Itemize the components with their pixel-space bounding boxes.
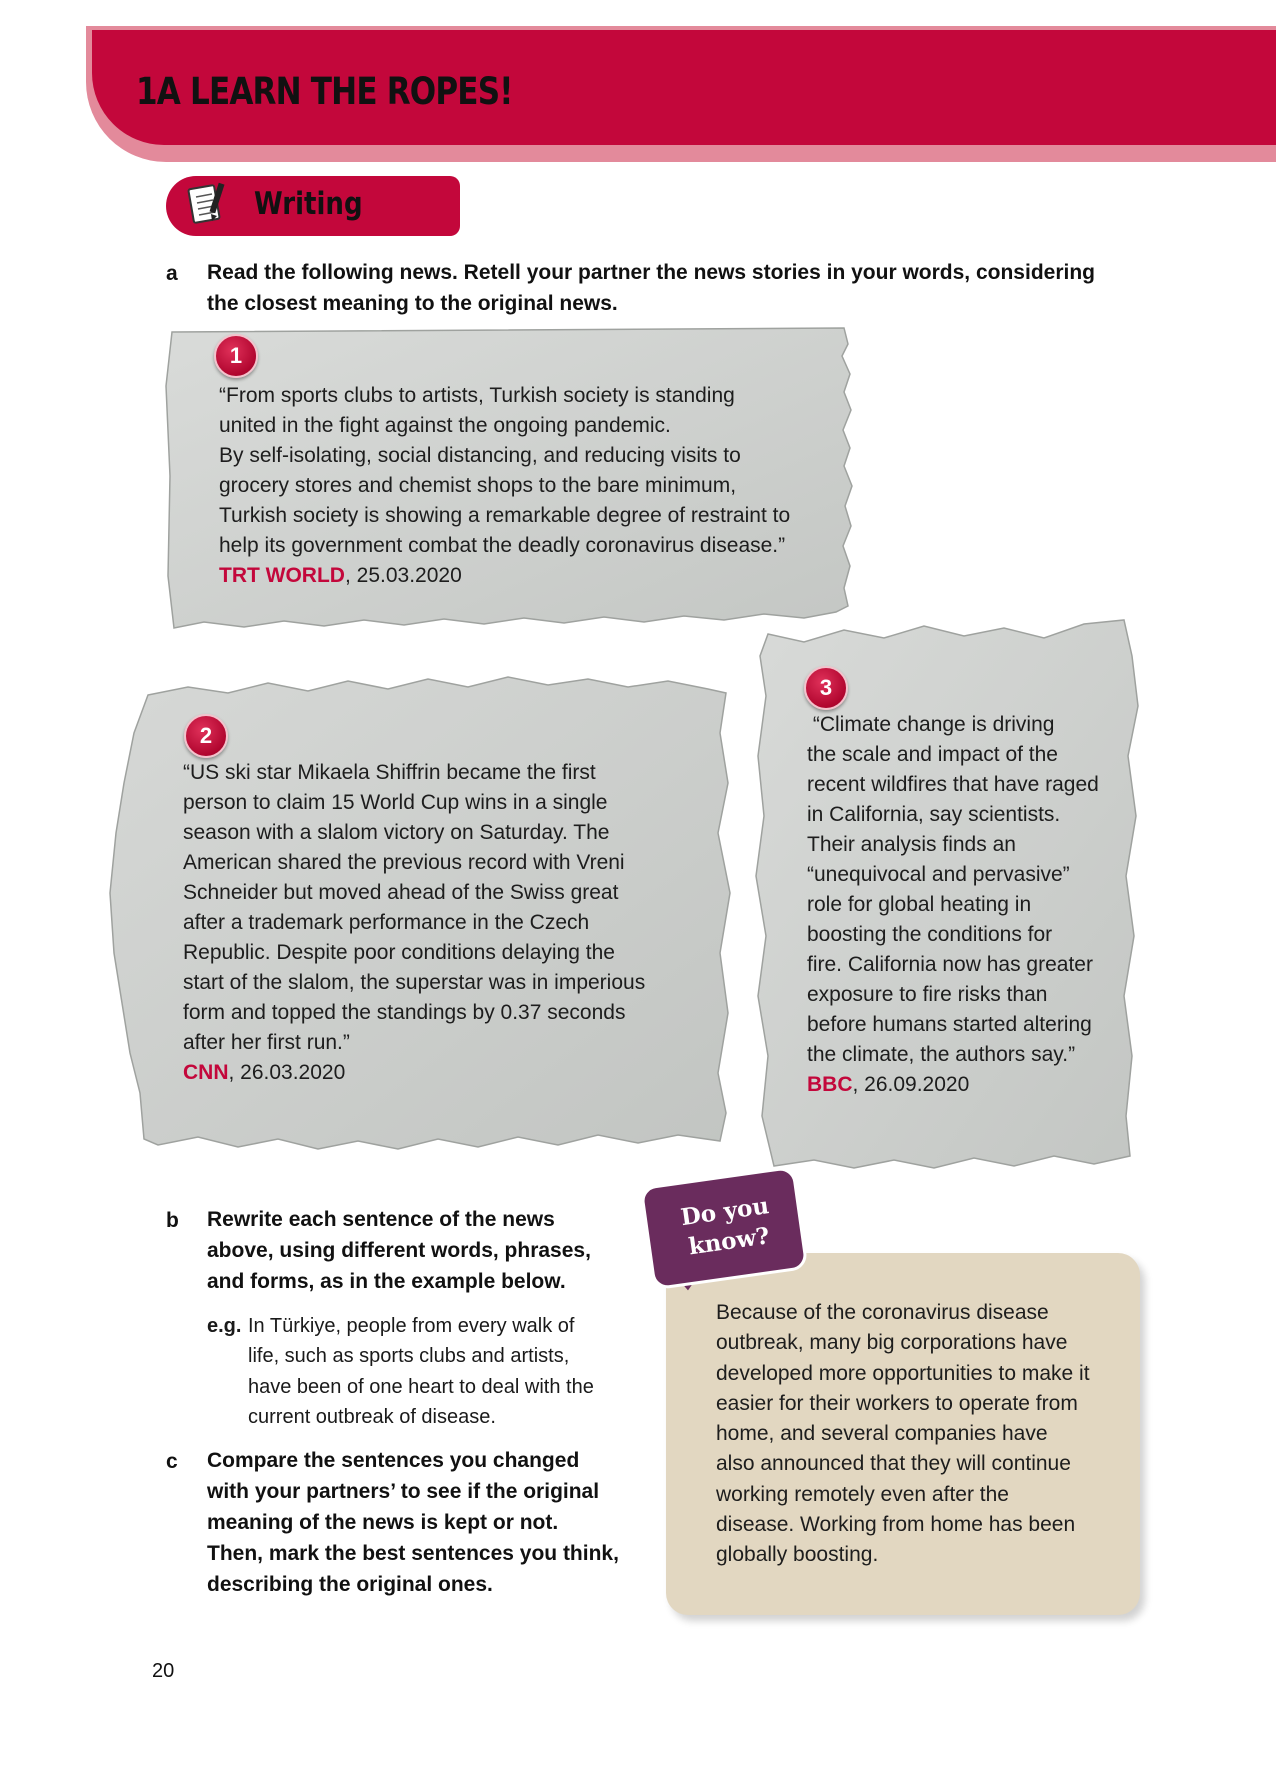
task-a-line: the closest meaning to the original news. — [207, 292, 618, 315]
news-line: recent wildfires that have raged — [807, 773, 1099, 796]
example-line: have been of one heart to deal with the — [248, 1375, 594, 1398]
news-line: the scale and impact of the — [807, 743, 1058, 766]
task-b-line: and forms, as in the example below. — [207, 1270, 566, 1293]
news-line: Schneider but moved ahead of the Swiss great — [183, 881, 619, 904]
news-line: “unequivocal and pervasive” — [807, 863, 1070, 886]
dyk-line: globally boosting. — [716, 1543, 879, 1567]
news-source: CNN — [183, 1061, 229, 1084]
task-c-line: Then, mark the best sentences you think, — [207, 1542, 619, 1565]
do-you-know-title-line: Do you — [679, 1192, 771, 1232]
dyk-line: easier for their workers to operate from — [716, 1391, 1078, 1415]
dyk-line: Because of the coronavirus disease — [716, 1301, 1049, 1324]
news-number-badge: 2 — [184, 714, 228, 758]
news-line: American shared the previous record with Vreni — [183, 851, 625, 874]
news-line: the climate, the authors say.” — [807, 1043, 1076, 1066]
news-line: form and topped the standings by 0.37 seconds — [183, 1001, 626, 1024]
example-line: In Türkiye, people from every walk of — [248, 1315, 575, 1337]
news-citation — [219, 561, 849, 591]
news-number-badge: 1 — [214, 334, 258, 378]
dyk-line: disease. Working from home has been — [716, 1513, 1076, 1537]
example-line: life, such as sports clubs and artists, — [248, 1345, 570, 1368]
news-number-badge: 3 — [804, 666, 848, 710]
news-line: after her first run.” — [183, 1031, 350, 1054]
dyk-line: developed more opportunities to make it — [716, 1361, 1090, 1385]
news-1-text — [219, 381, 849, 591]
task-a-instruction — [207, 257, 1157, 319]
task-c-line: describing the original ones. — [207, 1573, 493, 1596]
news-line: “Climate change is driving — [807, 713, 1055, 736]
news-line: By self-isolating, social distancing, and reducing visits to — [219, 444, 741, 467]
news-card-3 — [754, 616, 1144, 1172]
news-line: before humans started altering — [807, 1013, 1092, 1036]
news-line: “US ski star Mikaela Shiffrin became the first — [183, 761, 596, 784]
notebook-pencil-icon — [184, 181, 230, 229]
news-citation — [807, 1070, 1137, 1100]
news-line: role for global heating in — [807, 893, 1032, 916]
task-c-line: meaning of the news is kept or not. — [207, 1511, 559, 1534]
news-source: BBC — [807, 1073, 853, 1096]
dyk-line: outbreak, many big corporations have — [716, 1331, 1068, 1355]
task-a-letter: a — [166, 262, 178, 285]
news-card-2 — [108, 673, 740, 1151]
task-a-line: Read the following news. Retell your partner the news stories in your words, considering — [207, 261, 1095, 284]
news-line: after a trademark performance in the Czech — [183, 911, 590, 934]
task-c-instruction — [207, 1445, 657, 1600]
news-2-text — [183, 758, 723, 1088]
task-c-line: with your partners’ to see if the original — [207, 1480, 600, 1503]
section-title: Writing — [254, 186, 363, 222]
news-line: in California, say scientists. — [807, 803, 1061, 826]
news-line: person to claim 15 World Cup wins in a single — [183, 791, 608, 814]
page-number: 20 — [152, 1660, 175, 1682]
news-line: grocery stores and chemist shops to the bare minimum, — [219, 474, 737, 497]
news-line: exposure to fire risks than — [807, 983, 1048, 1006]
do-you-know-title-line: know? — [686, 1222, 772, 1261]
news-line: boosting the conditions for — [807, 923, 1053, 946]
unit-title: 1A LEARN THE ROPES! — [136, 70, 513, 113]
news-card-1 — [164, 326, 854, 638]
example-label: e.g. — [207, 1315, 242, 1337]
news-line: fire. California now has greater — [807, 953, 1093, 976]
news-line: Republic. Despite poor conditions delaying the — [183, 941, 615, 964]
dyk-line: working remotely even after the — [716, 1482, 1009, 1506]
news-line: united in the fight against the ongoing pandemic. — [219, 414, 671, 437]
task-b-letter: b — [166, 1209, 179, 1232]
task-b-line: above, using different words, phrases, — [207, 1239, 591, 1262]
task-c-line: Compare the sentences you changed — [207, 1449, 580, 1472]
task-b-instruction — [207, 1204, 647, 1297]
news-date: , 25.03.2020 — [344, 564, 462, 587]
news-citation — [183, 1058, 723, 1088]
example-line: current outbreak of disease. — [248, 1405, 496, 1428]
news-line: start of the slalom, the superstar was in imperious — [183, 971, 646, 994]
dyk-line: home, and several companies have — [716, 1422, 1048, 1446]
news-line: Turkish society is showing a remarkable degree of restraint to — [219, 504, 791, 527]
news-date: , 26.09.2020 — [852, 1073, 970, 1096]
news-line: “From sports clubs to artists, Turkish society is standing — [219, 384, 735, 407]
example-text — [248, 1311, 648, 1432]
news-date: , 26.03.2020 — [228, 1061, 346, 1084]
news-line: Their analysis finds an — [807, 833, 1016, 856]
do-you-know-text — [716, 1298, 1116, 1571]
news-3-text — [807, 710, 1137, 1100]
task-b-line: Rewrite each sentence of the news — [207, 1208, 555, 1231]
news-line: season with a slalom victory on Saturday. The — [183, 821, 610, 844]
news-line: help its government combat the deadly coronavirus disease.” — [219, 534, 786, 557]
dyk-line: also announced that they will continue — [716, 1452, 1071, 1476]
news-source: TRT WORLD — [219, 564, 345, 587]
task-c-letter: c — [166, 1450, 178, 1473]
